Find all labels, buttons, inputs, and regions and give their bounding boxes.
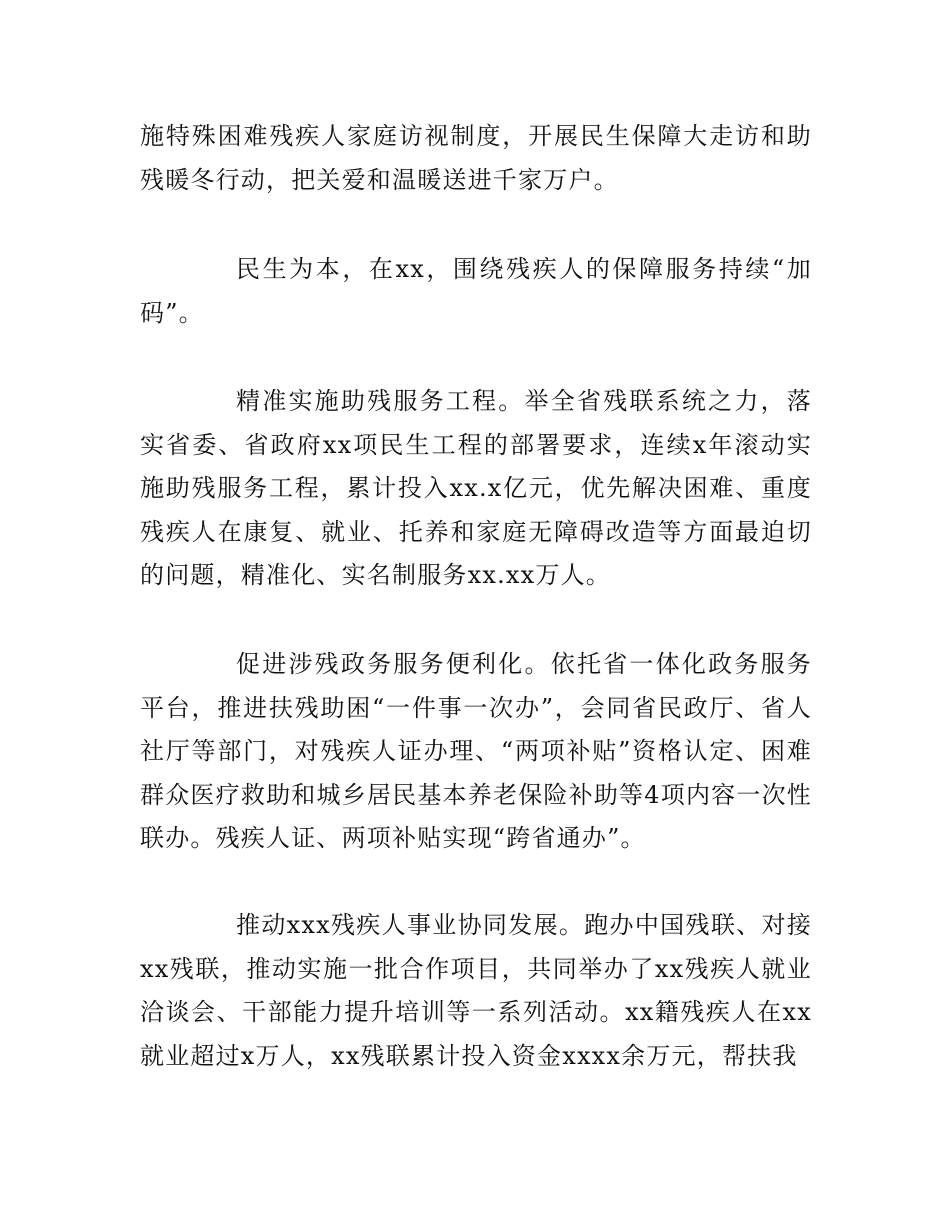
paragraph-text: 施特殊困难残疾人家庭访视制度，开展民生保障大走访和助残暖冬行动，把关爱和温暖送进千家万户。: [140, 122, 812, 194]
paragraph-text: 推动xxx残疾人事业协同发展。跑办中国残联、对接xx残联，推动实施一批合作项目，共同举办了xx残疾人就业洽谈会、干部能力提升培训等一系列活动。xx籍残疾人在xx就业超过x万人，xx残联累计投入资金xxxx余万元，帮扶我: [140, 911, 812, 1070]
paragraph-text: 促进涉残政务服务便利化。依托省一体化政务服务平台，推进扶残助困“一件事一次办”，会同省民政厅、省人社厅等部门，对残疾人证办理、“两项补贴”资格认定、困难群众医疗救助和城乡居民基本养老保险补助等4项内容一次性联办。残疾人证、两项补贴实现“跨省通办”。: [140, 650, 812, 852]
paragraph-continuation: [140, 115, 812, 202]
paragraph-government-services: [140, 643, 812, 861]
paragraph-text: 民生为本，在xx，围绕残疾人的保障服务持续“加码”。: [140, 255, 812, 327]
paragraph-livelihood-intro: [140, 248, 812, 335]
paragraph-text: 精准实施助残服务工程。举全省残联系统之力，落实省委、省政府xx项民生工程的部署要求，连续x年滚动实施助残服务工程，累计投入xx.x亿元，优先解决困难、重度残疾人在康复、就业、托养和家庭无障碍改造等方面最迫切的问题，精准化、实名制服务xx.xx万人。: [140, 387, 812, 589]
paragraph-precise-implementation: [140, 380, 812, 598]
paragraph-coordinated-development: [140, 904, 812, 1078]
